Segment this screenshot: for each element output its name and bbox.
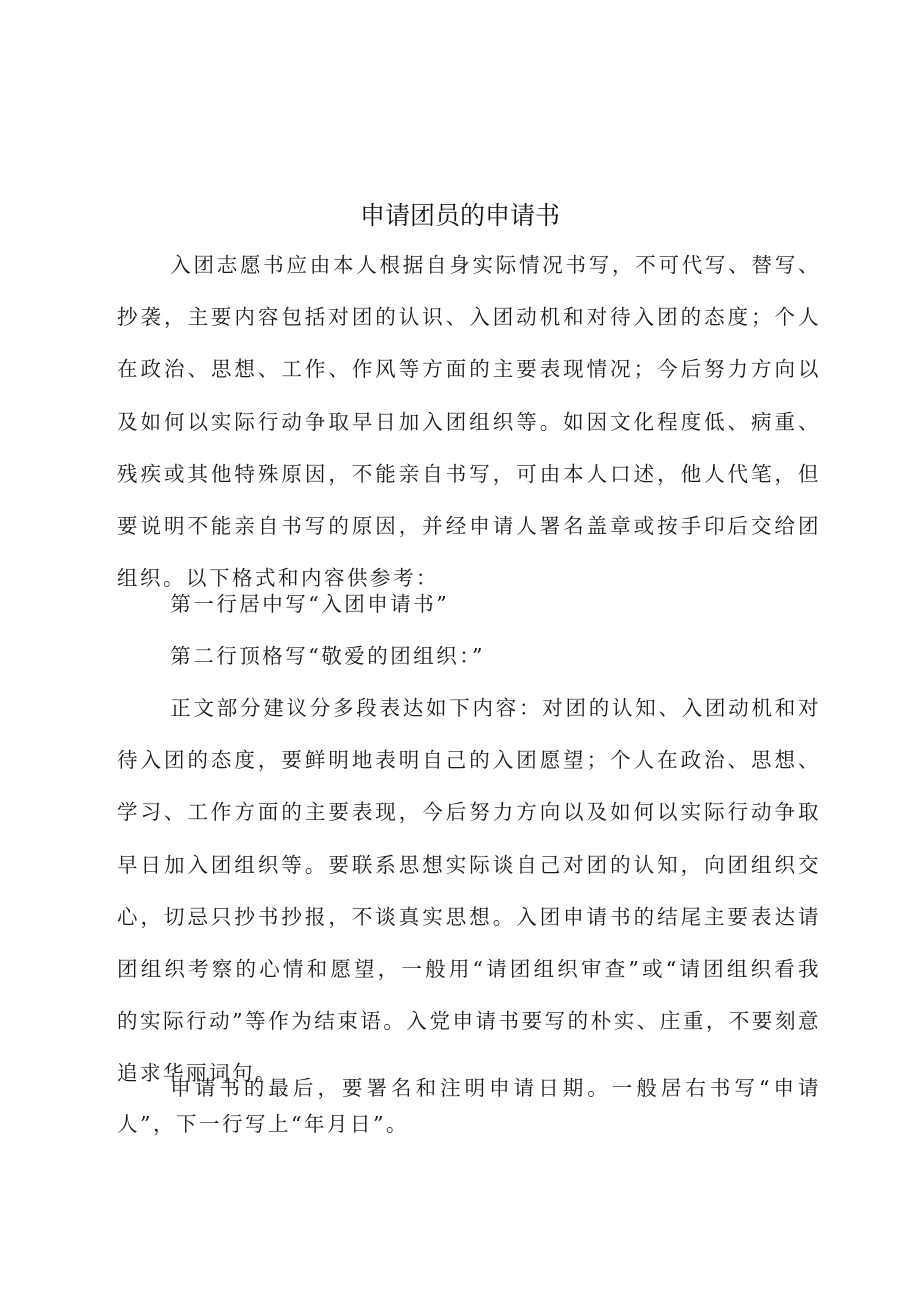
paragraph-first-line-format: 第一行居中写“入团申请书” bbox=[170, 592, 450, 616]
paragraph-signature-date: 申请书的最后，要署名和注明申请日期。一般居右书写“申请人”，下一行写上“年月日”。 bbox=[117, 1076, 821, 1136]
paragraph-second-line-format: 第二行顶格写“敬爱的团组织：” bbox=[170, 644, 486, 668]
document-title: 申请团员的申请书 bbox=[359, 201, 560, 230]
paragraph-writing-requirements: 入团志愿书应由本人根据自身实际情况书写，不可代写、替写、抄袭，主要内容包括对团的认识、入团动机和对待入团的态度；个人在政治、思想、工作、作风等方面的主要表现情况；今后努力方向以及如何以实际行动争取早日加入团组织等。如因文化程度低、病重、残疾或其他特殊原因，不能亲自书写，可由本人口述，他人代笔，但要说明不能亲自书写的原因，并经申请人署名盖章或按手印后交给团组织。以下格式和内容供参考： bbox=[117, 253, 821, 591]
paragraph-body-content: 正文部分建议分多段表达如下内容：对团的认知、入团动机和对待入团的态度，要鲜明地表明自己的入团愿望；个人在政治、思想、学习、工作方面的主要表现，今后努力方向以及如何以实际行动争取早日加入团组织等。要联系思想实际谈自己对团的认知，向团组织交心，切忌只抄书抄报，不谈真实思想。入团申请书的结尾主要表达请团组织考察的心情和愿望，一般用“请团组织审查”或“请团组织看我的实际行动”等作为结束语。入党申请书要写的朴实、庄重，不要刻意追求华丽词句。 bbox=[117, 696, 821, 1086]
